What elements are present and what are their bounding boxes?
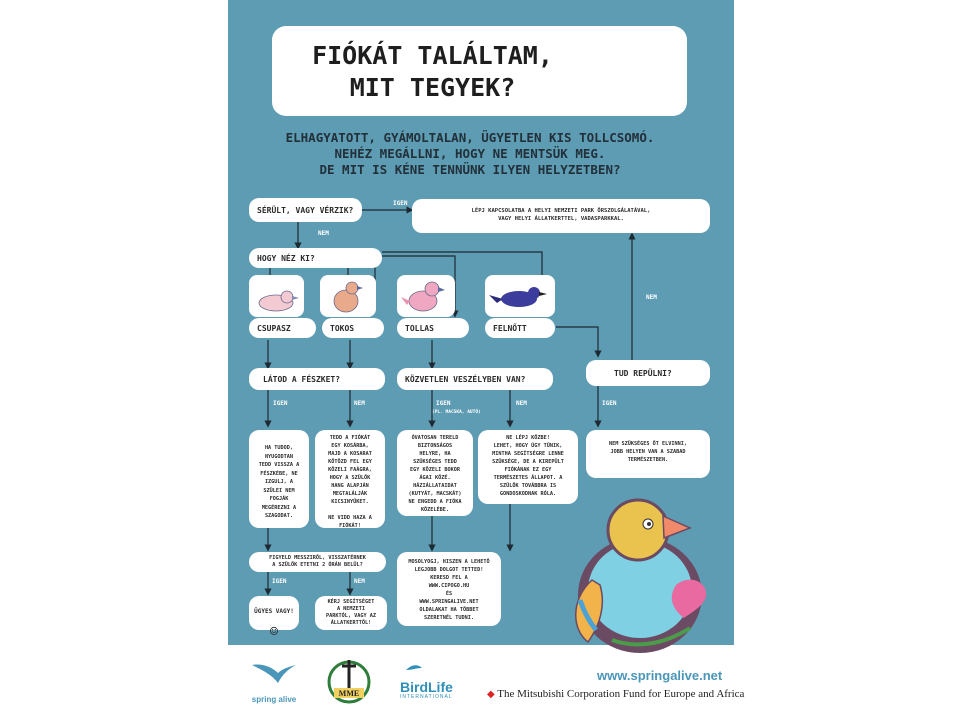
naked-chick-image (249, 275, 304, 317)
downy-chick-icon (320, 275, 376, 317)
feathered-chick-image (397, 275, 455, 317)
birdlife-bird-icon (404, 660, 424, 676)
footer-url[interactable]: www.springalive.net (597, 668, 723, 683)
title-line-1: FIÓKÁT TALÁLTAM, (312, 41, 553, 70)
downy-chick-image (320, 275, 376, 317)
node-looks: HOGY NÉZ KI? (249, 248, 382, 268)
label-nem-injured: NEM (318, 230, 329, 237)
node-watch: FIGYELD MESSZIRŐL, VISSZATÉRNEK A SZÜLŐK ETETNI 2 ÓRÁN BELÜL? (249, 552, 386, 572)
node-ask-help: KÉRJ SEGÍTSÉGET A NEMZETI PARKTÓL, VAGY AZ ÁLLATKERTTŐL! (315, 596, 387, 630)
node-dont-interfere: NE LÉPJ KÖZBE! LEHET, HOGY ÚGY TŰNIK, MINTHA SEGÍTSÉGRE LENNE SZÜKSÉGE, DE A KIREPÜLT FIÓKÁNAK EZ EGY TERMÉSZETES ÁLLAPOT. A SZÜLŐK TOVÁBBRA IS GONDOSKODNAK RÓLA. (478, 430, 578, 504)
mme-emblem-icon (324, 652, 374, 708)
adult-bird-icon (485, 275, 555, 317)
node-downy: TOKOS (322, 318, 384, 338)
headline-line-2: NEHÉZ MEGÁLLNI, HOGY NE MENTSÜK MEG. (334, 146, 606, 161)
footer-fund (487, 688, 744, 700)
label-igen-fly: IGEN (602, 400, 617, 407)
label-danger-note: (PL. MACSKA, AUTÓ) (432, 410, 481, 415)
spring-alive-text: spring alive (251, 695, 297, 704)
node-naked: CSUPASZ (249, 318, 316, 338)
node-can-fly: TUD REPÜLNI? (586, 360, 710, 386)
mme-text: MME (338, 689, 360, 698)
label-nem-danger: NEM (516, 400, 527, 407)
node-carefully: ÓVATOSAN TERELD BIZTONSÁGOS HELYRE, HA SZÜKSÉGES TEDD EGY KÖZELI BOKOR ÁGAI KÖZÉ. HÁZIÁLLATAIDAT (KUTYÁT, MACSKÁT) NE ENGEDD A FIÓKA KÖZELÉBE. (397, 430, 473, 516)
headline-line-3: DE MIT IS KÉNE TENNÜNK ILYEN HELYZETBEN? (319, 162, 621, 177)
adult-bird-image (485, 275, 555, 317)
node-nature: NEM SZÜKSÉGES ŐT ELVINNI, JOBB HELYEN VAN A SZABAD TERMÉSZETBEN. (586, 430, 710, 478)
node-put-back: HA TUDOD, NYUGODTAN TEDD VISSZA A FÉSZKÉBE, NE IZGULJ, A SZÜLEI NEM FOGJÁK MEGÉREZNI A SZAGODAT. (249, 430, 309, 528)
label-igen-watch: IGEN (272, 578, 287, 585)
node-contact: LÉPJ KAPCSOLATBA A HELYI NEMZETI PARK ŐRSZOLGÁLATÁVAL, VAGY HELYI ÁLLATKERTTEL, VADASPARKKAL. (412, 199, 710, 233)
label-igen-danger: IGEN (436, 400, 451, 407)
title-line-2: MIT TEGYEK? (349, 73, 516, 102)
naked-chick-icon (249, 275, 304, 317)
footer-fund-text: The Mitsubishi Corporation Fund for Europe and Africa (497, 688, 745, 700)
node-basket: TEDD A FIÓKÁT EGY KOSÁRBA, MAJD A KOSARAT KÖTÖZD FEL EGY KÖZELI FAÁGRA, HOGY A SZÜLŐK HANG ALAPJÁN MEGTALÁLJÁK KICSINYÜKET. NE VIDD HAZA A FIÓKÁT! (315, 430, 385, 528)
label-igen-nest: IGEN (273, 400, 288, 407)
birdlife-text: BirdLife (400, 679, 453, 695)
label-igen-injured: IGEN (393, 200, 408, 207)
spring-alive-logo (248, 655, 300, 705)
smiley-icon: ☺ (269, 624, 279, 640)
node-see-nest: LÁTOD A FÉSZKET? (249, 368, 385, 390)
feathered-chick-icon (397, 275, 455, 317)
birdlife-logo (400, 660, 460, 708)
birdlife-subtext: INTERNATIONAL (400, 694, 453, 700)
node-smile-text: MOSOLYOGJ, HISZEN A LEHETŐ LEGJOBB DOLGOT TETTED! KERESD FEL A WWW.CIPOGO.HU ÉS WWW.SPRINGALIVE.NET OLDALAKAT HA TÖBBET SZERETNÉL TUDNI. (397, 552, 501, 626)
swallow-icon (248, 655, 300, 691)
label-nem-nest: NEM (354, 400, 365, 407)
mitsubishi-icon: ◆ (487, 689, 495, 700)
node-danger: KÖZVETLEN VESZÉLYBEN VAN? (397, 368, 553, 390)
node-feathered: TOLLAS (397, 318, 469, 338)
node-injured: SÉRÜLT, VAGY VÉRZIK? (249, 198, 362, 222)
headline-line-1: ELHAGYATOTT, GYÁMOLTALAN, ÜGYETLEN KIS TOLLCSOMÓ. (285, 130, 655, 145)
node-good-job (249, 596, 299, 640)
label-nem-fly: NEM (646, 294, 657, 301)
mme-logo (324, 652, 374, 708)
label-nem-watch: NEM (354, 578, 365, 585)
good-job-text: ÜGYES VAGY! (254, 608, 294, 615)
node-adult: FELNŐTT (485, 318, 555, 338)
